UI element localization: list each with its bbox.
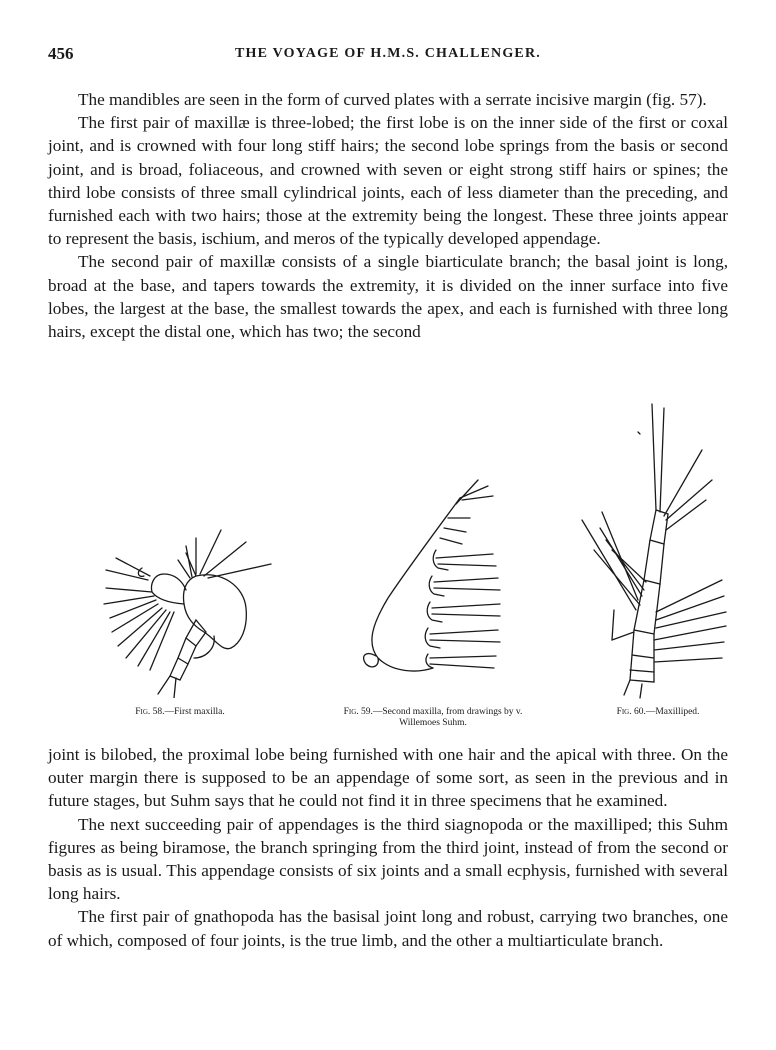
- figure-60-label: Fig. 60.: [616, 707, 646, 717]
- figure-58-illustration: [46, 508, 286, 698]
- figure-60-caption: [588, 707, 728, 718]
- running-title: THE VOYAGE OF H.M.S. CHALLENGER.: [235, 46, 541, 61]
- figure-59-label: Fig. 59.: [343, 707, 373, 717]
- figure-58-caption: [80, 707, 280, 718]
- body-text-top: [48, 88, 728, 343]
- paragraph: The first pair of maxillæ is three-lobed; the first lobe is on the inner side of the first or coxal joint, and is crowned with four long stiff hairs; the second lobe springs from the basis or second joint, and is broad, foliaceous, and crowned with seven or eight strong stiff hairs or spines; the third lobe consists of three small cylindrical joints, each of less diameter than the preceding, and furnished each with two hairs; those at the extremity being the longest. These three joints appear to represent the basis, ischium, and meros of the typically developed appendage.: [48, 113, 728, 249]
- paragraph: The first pair of gnathopoda has the basisal joint long and robust, carrying two branches, one of which, composed of four joints, is the true limb, and the other a multiarticulate branch.: [48, 907, 728, 950]
- page-header: [48, 44, 728, 68]
- paragraph: The mandibles are seen in the form of curved plates with a serrate incisive margin (fig. 57).: [78, 90, 707, 109]
- paragraph: The next succeeding pair of appendages is the third siagnopoda or the maxilliped; this Suhm figures as being biramose, the branch springing from the third joint, instead of from the second or basis as is usual. This appendage consists of six joints and a small ecphysis, furnished with several long hairs.: [48, 814, 728, 904]
- body-text-bottom: [48, 743, 728, 952]
- figure-59-text: —Second maxilla, from drawings by v. Willemoes Suhm.: [372, 707, 523, 728]
- figure-59-caption: [326, 707, 540, 729]
- paragraph: The second pair of maxillæ consists of a single biarticulate branch; the basal joint is long, broad at the base, and tapers towards the extremity, it is divided on the inner surface into five lobes, the largest at the base, the smallest towards the apex, and each is furnished with three long hairs, except the distal one, which has two; the second: [48, 252, 728, 342]
- figure-59-illustration: [348, 478, 508, 703]
- figure-58-label: Fig. 58.: [135, 707, 165, 717]
- paragraph: joint is bilobed, the proximal lobe being furnished with one hair and the apical with three. On the outer margin there is supposed to be an appendage of some sort, as seen in the previous and in future stages, but Suhm says that he could not find it in three specimens that he examined.: [48, 745, 728, 811]
- page-number: 456: [48, 44, 74, 63]
- figure-60-illustration: [572, 400, 732, 700]
- figure-58-text: —First maxilla.: [164, 707, 225, 717]
- figure-60-text: —Maxilliped.: [645, 707, 700, 717]
